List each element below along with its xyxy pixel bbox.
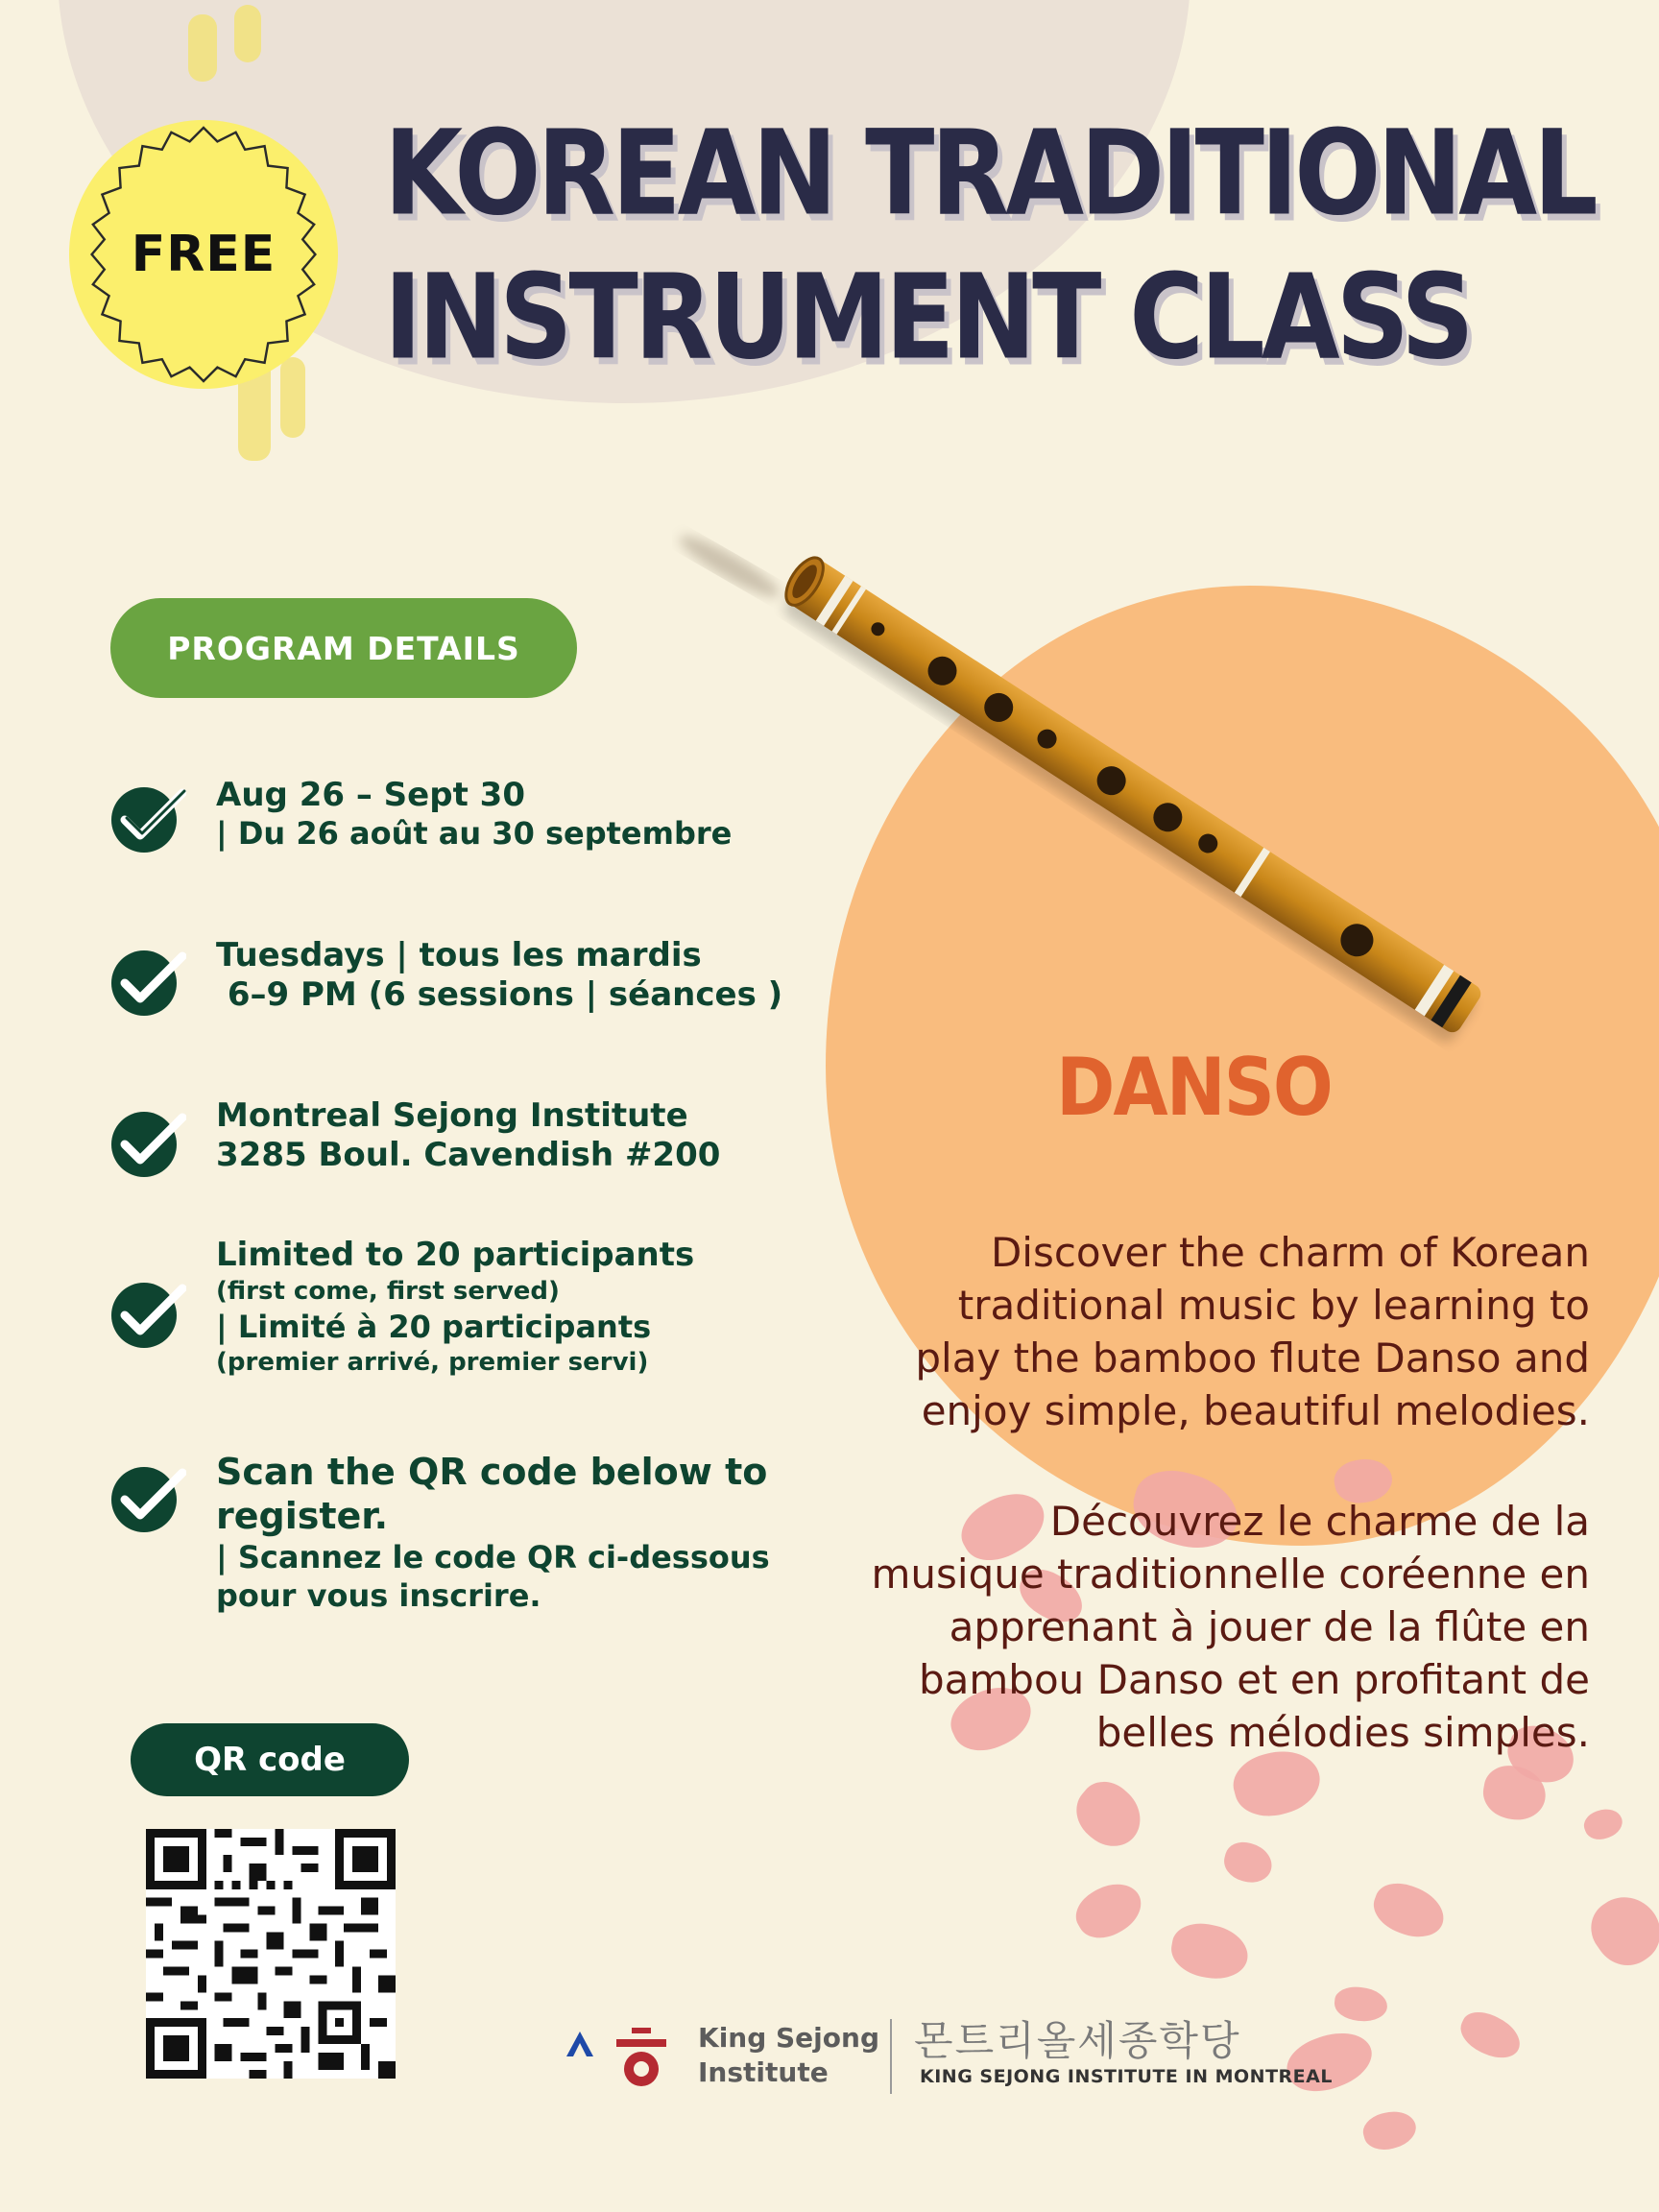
description-fr-line: apprenant à jouer de la flûte en (949, 1603, 1590, 1650)
detail-location-address: 3285 Boul. Cavendish #200 (216, 1136, 721, 1174)
paint-stroke (188, 14, 217, 82)
detail-register-en-2: register. (216, 1495, 389, 1537)
paint-stroke (234, 5, 261, 62)
petal (1359, 2106, 1420, 2155)
ksi-name-line-1: King Sejong (698, 2022, 879, 2054)
ksi-seal-icon (613, 2026, 670, 2093)
petal (1167, 1918, 1252, 1984)
petal (1220, 1838, 1277, 1887)
detail-register-en-1: Scan the QR code below to (216, 1451, 768, 1493)
description-fr-line: Découvrez le charme de la (1049, 1498, 1590, 1545)
instrument-name: DANSO (1056, 1042, 1332, 1135)
description-fr-line: bambou Danso et en profitant de (918, 1656, 1590, 1703)
title-line-1: KOREAN TRADITIONAL (384, 105, 1595, 242)
free-badge-label: FREE (131, 226, 276, 283)
petal (1068, 1873, 1150, 1948)
check-icon (109, 780, 186, 856)
description-fr-line: musique traditionnelle coréenne en (871, 1551, 1590, 1598)
description-en-line: Discover the charm of Korean (990, 1229, 1590, 1276)
ksi-korean-name: 몬트리올세종학당 (914, 2017, 1241, 2064)
qr-code-label: QR code (131, 1723, 409, 1796)
ksi-name-line-2: Institute (698, 2056, 829, 2088)
ksi-logo-icon (561, 2026, 599, 2064)
detail-dates-en: Aug 26 – Sept 30 (216, 776, 525, 814)
check-icon (109, 943, 186, 1020)
description-en-line: play the bamboo flute Danso and (915, 1334, 1590, 1382)
petal (1580, 1884, 1659, 1978)
detail-dates (216, 776, 732, 852)
program-details-label: PROGRAM DETAILS (110, 598, 577, 698)
detail-capacity-fr-note: (premier arrivé, premier servi) (216, 1348, 649, 1377)
title-line-2: INSTRUMENT CLASS (384, 249, 1471, 386)
description-fr (872, 1495, 1591, 1759)
detail-register-fr-2: pour vous inscrire. (216, 1577, 541, 1614)
petal (1455, 2005, 1527, 2066)
petal (1580, 1804, 1626, 1844)
description-en-line: traditional music by learning to (957, 1282, 1590, 1329)
flute-illustration (672, 518, 1613, 1056)
check-icon (109, 1104, 186, 1181)
petal (1334, 1985, 1389, 2024)
footer-divider (890, 2019, 892, 2094)
description-en-line: enjoy simple, beautiful melodies. (921, 1387, 1590, 1434)
detail-capacity (216, 1236, 694, 1379)
detail-capacity-en-note: (first come, first served) (216, 1277, 560, 1306)
petal (1280, 2022, 1379, 2101)
detail-register (216, 1450, 770, 1615)
ksi-montreal-name: KING SEJONG INSTITUTE IN MONTREAL (920, 2066, 1333, 2087)
check-icon (109, 1275, 186, 1352)
detail-schedule-days: Tuesdays | tous les mardis (216, 936, 702, 974)
detail-register-fr-1: | Scannez le code QR ci-dessous (216, 1539, 770, 1575)
ksi-name (698, 2021, 879, 2090)
petal (1065, 1771, 1153, 1859)
description-en (915, 1226, 1590, 1437)
detail-location (216, 1096, 720, 1175)
detail-capacity-en: Limited to 20 participants (216, 1236, 695, 1274)
petal (1367, 1876, 1452, 1946)
qr-code[interactable] (146, 1829, 396, 2079)
detail-schedule-time: 6–9 PM (6 sessions | séances ) (216, 975, 783, 1014)
detail-capacity-fr: | Limité à 20 participants (216, 1309, 652, 1345)
description-fr-line: belles mélodies simples. (1095, 1709, 1590, 1756)
detail-dates-fr: | Du 26 août au 30 septembre (216, 815, 733, 852)
detail-location-name: Montreal Sejong Institute (216, 1096, 688, 1135)
check-icon (109, 1459, 186, 1536)
